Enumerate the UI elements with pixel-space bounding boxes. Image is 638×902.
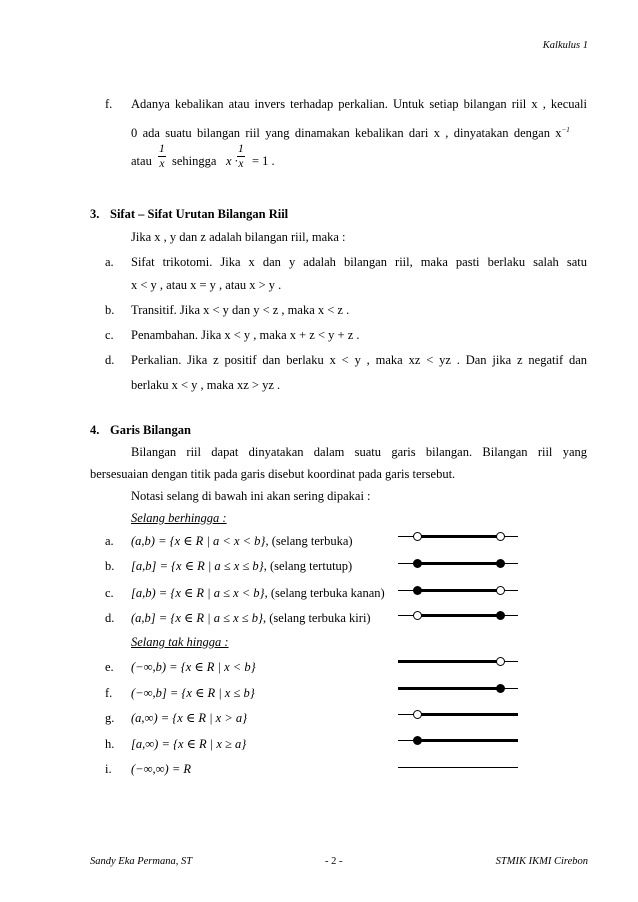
item-3a-line2: x < y , atau x = y , atau x > y . [131,278,282,292]
numberline-b-segment [418,562,501,565]
finite-heading: Selang berhingga : [131,511,227,525]
item-f-line1: Adanya kebalikan atau invers terhadap perkalian. Untuk setiap bilangan riil x , kecuali [131,97,587,111]
numberline-i-axis [398,767,518,768]
item-3a-marker: a. [105,255,114,269]
item-f-line2 [131,122,587,142]
open-endpoint-a-right [496,532,505,541]
inverse-exponent: −1 [561,126,570,134]
numberline-d-segment [418,614,501,617]
open-endpoint-e-right [496,657,505,666]
open-endpoint-g-left [413,710,422,719]
section3-title: Sifat – Sifat Urutan Bilangan Riil [110,207,289,221]
interval-a-marker: a. [105,534,114,548]
item-3d-line1: Perkalian. Jika z positif dan berlaku x < y , maka xz < yz . Dan jika z negatif dan [131,353,587,367]
interval-d-expr: (a,b] = {x ∈ R | a ≤ x ≤ b} [131,611,263,625]
fraction-one-over-x-2 [237,142,245,171]
numberline-e-segment [398,660,501,663]
interval-e-marker: e. [105,660,114,674]
interval-i-expr: (−∞,∞) = R [131,762,192,776]
section4-para-line1: Bilangan riil dapat dinyatakan dalam suatu garis bilangan. Bilangan riil yang [131,445,587,459]
interval-g-expr: (a,∞) = {x ∈ R | x > a} [131,711,248,725]
item-3b-line1: Transitif. Jika x < y dan y < z , maka x < z . [131,303,350,317]
fraction-numerator-2: 1 [238,143,244,155]
footer-author: Sandy Eka Permana, ST [90,856,193,867]
section4-title: Garis Bilangan [110,423,191,437]
infinite-heading: Selang tak hingga : [131,635,229,649]
closed-endpoint-c-left [413,586,422,595]
numberline-g-segment [418,713,518,716]
section4-number: 4. [90,423,100,437]
section3-number: 3. [90,207,100,221]
interval-i-marker: i. [105,762,112,776]
item-f-product-suffix: = 1 . [252,154,275,168]
section3-intro: Jika x , y dan z adalah bilangan riil, maka : [131,230,346,244]
item-f-line2-text: 0 ada suatu bilangan riil yang dinamakan kebalikan dari x , dinyatakan dengan x [131,126,562,141]
footer-institution: STMIK IKMI Cirebon [495,856,588,867]
interval-c-text [131,585,385,602]
interval-c-note: , (selang terbuka kanan) [264,586,385,600]
numberline-c-segment [418,589,501,592]
interval-d-marker: d. [105,611,115,625]
item-f-product-prefix: x · [226,154,238,168]
numberline-h-segment [418,739,518,742]
fraction-numerator: 1 [159,143,165,155]
open-endpoint-a-left [413,532,422,541]
item-3c-marker: c. [105,328,114,342]
item-3c-line1: Penambahan. Jika x < y , maka x + z < y + z . [131,328,360,342]
interval-e-expr: (−∞,b) = {x ∈ R | x < b} [131,660,256,674]
closed-endpoint-b-right [496,559,505,568]
interval-b-expr: [a,b] = {x ∈ R | a ≤ x ≤ b} [131,559,264,573]
interval-c-expr: [a,b) = {x ∈ R | a ≤ x < b} [131,586,265,600]
interval-a-expr: (a,b) = {x ∈ R | a < x < b} [131,534,266,548]
interval-b-text [131,558,352,575]
item-f-sehingga: sehingga [172,154,217,168]
open-endpoint-c-right [496,586,505,595]
page-number: - 2 - [325,856,343,867]
item-f-atau: atau [131,154,152,168]
closed-endpoint-h-left [413,736,422,745]
closed-endpoint-d-right [496,611,505,620]
section4-para-line2: bersesuaian dengan titik pada garis disebut koordinat pada garis tersebut. [90,467,456,481]
interval-f-marker: f. [105,686,113,700]
numberline-f-segment [398,687,501,690]
interval-b-note: , (selang tertutup) [263,559,353,573]
running-header: Kalkulus 1 [542,40,588,51]
closed-endpoint-f-right [496,684,505,693]
numberline-a-segment [418,535,501,538]
fraction-one-over-x [158,142,166,171]
item-3a-line1: Sifat trikotomi. Jika x dan y adalah bilangan riil, maka pasti berlaku salah satu [131,255,587,269]
closed-endpoint-b-left [413,559,422,568]
interval-h-marker: h. [105,737,115,751]
fraction-denominator: x [159,158,165,170]
interval-f-expr: (−∞,b] = {x ∈ R | x ≤ b} [131,686,255,700]
item-3d-marker: d. [105,353,115,367]
interval-a-note: , (selang terbuka) [265,534,353,548]
open-endpoint-d-left [413,611,422,620]
section4-notasi: Notasi selang di bawah ini akan sering dipakai : [131,489,371,503]
interval-d-text [131,610,371,627]
interval-g-marker: g. [105,711,115,725]
item-3b-marker: b. [105,303,115,317]
interval-h-expr: [a,∞) = {x ∈ R | x ≥ a} [131,737,247,751]
interval-c-marker: c. [105,586,114,600]
interval-d-note: , (selang terbuka kiri) [262,611,371,625]
item-f-marker: f. [105,97,113,111]
item-3d-line2: berlaku x < y , maka xz > yz . [131,378,281,392]
interval-b-marker: b. [105,559,115,573]
interval-a-text [131,533,353,550]
fraction-denominator-2: x [238,158,244,170]
